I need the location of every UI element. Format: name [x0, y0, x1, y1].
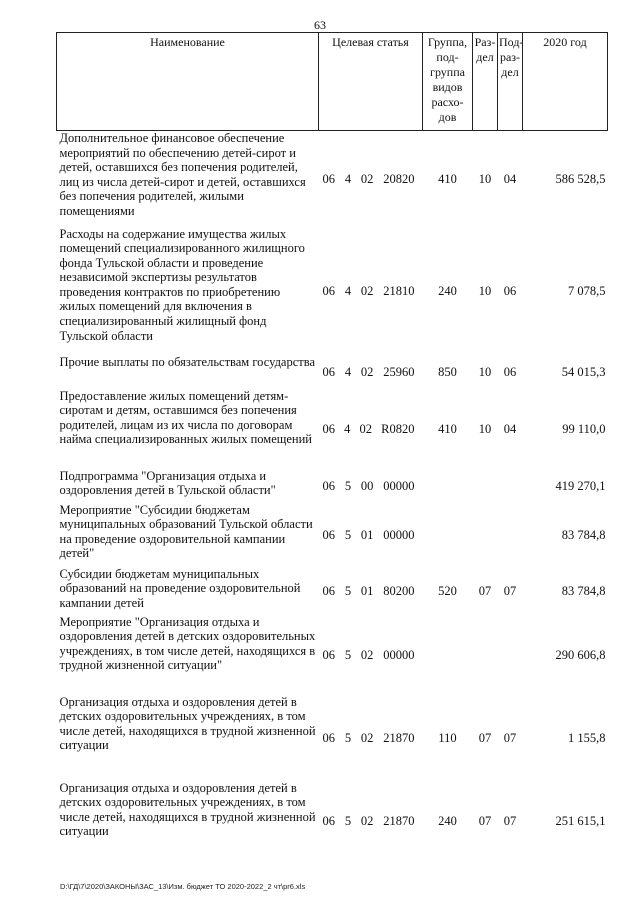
- target-article-code: [319, 131, 423, 227]
- amount-2020: 419 270,1: [555, 479, 606, 494]
- target-article-c2: 5: [344, 479, 352, 494]
- group-code: [423, 503, 473, 567]
- subsection-code: [498, 469, 523, 503]
- target-article-c1: 06: [322, 528, 335, 543]
- target-article-c3: 01: [360, 528, 374, 543]
- target-article-code: [319, 615, 423, 695]
- group-code: 520: [438, 584, 457, 599]
- target-article-c1: 06: [322, 731, 335, 746]
- group-code: 410: [438, 422, 457, 437]
- amount-2020: 7 078,5: [568, 284, 606, 299]
- table-body: [57, 131, 608, 861]
- header-target-article: Целевая статья: [319, 33, 423, 131]
- header-name: Наименование: [57, 33, 319, 131]
- target-article-c3: 02: [360, 731, 374, 746]
- target-article-c2: 5: [344, 731, 352, 746]
- target-article-c1: 06: [322, 648, 335, 663]
- target-article-parts: [321, 284, 421, 299]
- target-article-c1: 06: [322, 365, 335, 380]
- target-article-c2: 5: [344, 814, 352, 829]
- subsection-code: 06: [503, 365, 517, 380]
- target-article-c2: 4: [344, 422, 351, 437]
- amount-2020: 54 015,3: [561, 365, 606, 380]
- target-article-c4: 00000: [383, 528, 415, 543]
- subsection-code: 07: [503, 584, 517, 599]
- section-code: 10: [478, 284, 492, 299]
- target-article-parts: [321, 814, 421, 829]
- target-article-c3: 02: [360, 648, 374, 663]
- target-article-c2: 5: [344, 648, 352, 663]
- target-article-code: [319, 227, 423, 355]
- budget-table: [56, 32, 608, 861]
- table-row: [57, 131, 608, 227]
- section-code: [473, 615, 498, 695]
- target-article-c2: 5: [344, 528, 352, 543]
- group-code: 240: [438, 284, 457, 299]
- subsection-code: 04: [503, 422, 517, 437]
- section-code: 10: [478, 422, 492, 437]
- target-article-parts: [321, 479, 421, 494]
- amount-2020: 99 110,0: [562, 422, 606, 437]
- target-article-c1: 06: [322, 172, 335, 187]
- table-row: [57, 781, 608, 861]
- row-name: Дополнительное финансовое обеспечение мероприятий по обеспечению детей-сирот и детей, оставшихся без попечения родителей, лиц из числа детей-сирот и детей, оставшихся без попечения родителей, жилыми помещениями: [59, 131, 306, 218]
- target-article-c3: 02: [360, 814, 374, 829]
- group-code: [423, 469, 473, 503]
- table-header-row: [57, 33, 608, 131]
- target-article-c1: 06: [322, 284, 335, 299]
- target-article-c4: 21870: [383, 814, 415, 829]
- amount-2020: 83 784,8: [561, 528, 606, 543]
- target-article-code: [319, 781, 423, 861]
- amount-2020: 290 606,8: [555, 648, 606, 663]
- target-article-c1: 06: [322, 422, 335, 437]
- section-code: 07: [478, 731, 492, 746]
- target-article-code: [319, 695, 423, 781]
- amount-2020: 83 784,8: [561, 584, 606, 599]
- page-number: 63: [314, 18, 326, 32]
- group-code: 410: [438, 172, 457, 187]
- target-article-code: [319, 389, 423, 469]
- row-name: Расходы на содержание имущества жилых помещений специализированного жилищного фонда Тульской области и проведение независимой экспертизы результатов проведения контрактов по приобретению жилых помещений для включения в специализированный жилищный фонд Тульской области: [59, 226, 305, 343]
- subsection-code: 04: [503, 172, 517, 187]
- section-code: 10: [478, 365, 492, 380]
- amount-2020: 586 528,5: [555, 172, 606, 187]
- target-article-c4: 21810: [383, 284, 415, 299]
- header-section: Раз- дел: [473, 33, 498, 131]
- header-group: Группа, под- группа видов расхо- дов: [423, 33, 473, 131]
- row-name: Мероприятие "Организация отдыха и оздоровления детей в детских оздоровительных учреждениях, в том числе детей, находящихся в трудной жизненной ситуации": [59, 614, 316, 673]
- row-name: Субсидии бюджетам муниципальных образований на проведение оздоровительной кампании детей: [59, 566, 301, 610]
- target-article-code: [319, 355, 423, 389]
- target-article-c2: 4: [344, 365, 352, 380]
- row-name: Прочие выплаты по обязательствам государства: [59, 354, 316, 369]
- target-article-c2: 4: [344, 172, 352, 187]
- row-name: Организация отдыха и оздоровления детей в детских оздоровительных учреждениях, в том числе детей, находящихся в трудной жизненной ситуации: [59, 694, 316, 753]
- target-article-code: [319, 503, 423, 567]
- section-code: 07: [478, 584, 492, 599]
- target-article-c3: 02: [360, 365, 374, 380]
- table-row: [57, 567, 608, 615]
- table-row: [57, 503, 608, 567]
- group-code: 240: [438, 814, 457, 829]
- table-row: [57, 355, 608, 389]
- row-name: Подпрограмма "Организация отдыха и оздоровления детей в Тульской области": [59, 468, 276, 498]
- subsection-code: 07: [503, 731, 517, 746]
- group-code: 110: [438, 731, 457, 746]
- header-year: 2020 год: [523, 33, 608, 131]
- target-article-code: [319, 567, 423, 615]
- footer-file-path: D:\ГД\7\2020\ЗАКОНЫ\ЗАС_13\Изм. бюджет ТО 2020-2022_2 чт\pr6.xls: [60, 882, 306, 891]
- target-article-c4: R0820: [381, 422, 415, 437]
- target-article-c2: 5: [344, 584, 352, 599]
- target-article-code: [319, 469, 423, 503]
- target-article-c4: 00000: [383, 648, 415, 663]
- subsection-code: 06: [503, 284, 517, 299]
- target-article-parts: [321, 648, 421, 663]
- target-article-parts: [321, 365, 421, 380]
- table-row: [57, 389, 608, 469]
- target-article-c3: 02: [359, 422, 372, 437]
- target-article-c3: 01: [360, 584, 374, 599]
- group-code: [423, 615, 473, 695]
- target-article-c4: 80200: [383, 584, 415, 599]
- amount-2020: 1 155,8: [568, 731, 606, 746]
- section-code: [473, 503, 498, 567]
- target-article-c4: 21870: [383, 731, 415, 746]
- target-article-c1: 06: [322, 479, 335, 494]
- target-article-parts: [321, 528, 421, 543]
- target-article-c3: 02: [360, 172, 374, 187]
- group-code: 850: [438, 365, 457, 380]
- header-subsection: Под- раз- дел: [498, 33, 523, 131]
- target-article-c1: 06: [322, 814, 335, 829]
- table-row: [57, 615, 608, 695]
- target-article-parts: [321, 422, 421, 437]
- section-code: [473, 469, 498, 503]
- section-code: 07: [478, 814, 492, 829]
- target-article-c4: 00000: [383, 479, 415, 494]
- row-name: Организация отдыха и оздоровления детей в детских оздоровительных учреждениях, в том числе детей, находящихся в трудной жизненной ситуации: [59, 780, 316, 839]
- table-row: [57, 695, 608, 781]
- subsection-code: [498, 615, 523, 695]
- target-article-c3: 02: [360, 284, 374, 299]
- target-article-c3: 00: [360, 479, 374, 494]
- target-article-c4: 25960: [383, 365, 415, 380]
- target-article-parts: [321, 731, 421, 746]
- row-name: Предоставление жилых помещений детям-сиротам и детям, оставшимся без попечения родителей, лицам из их числа по договорам найма специализированных жилых помещений: [59, 388, 312, 447]
- row-name: Мероприятие "Субсидии бюджетам муниципальных образований Тульской области на проведение оздоровительной кампании детей": [59, 502, 313, 561]
- target-article-parts: [321, 584, 421, 599]
- target-article-c2: 4: [344, 284, 352, 299]
- target-article-c1: 06: [322, 584, 335, 599]
- table-row: [57, 469, 608, 503]
- table-row: [57, 227, 608, 355]
- subsection-code: [498, 503, 523, 567]
- subsection-code: 07: [503, 814, 517, 829]
- target-article-c4: 20820: [383, 172, 415, 187]
- section-code: 10: [478, 172, 492, 187]
- amount-2020: 251 615,1: [555, 814, 606, 829]
- target-article-parts: [321, 172, 421, 187]
